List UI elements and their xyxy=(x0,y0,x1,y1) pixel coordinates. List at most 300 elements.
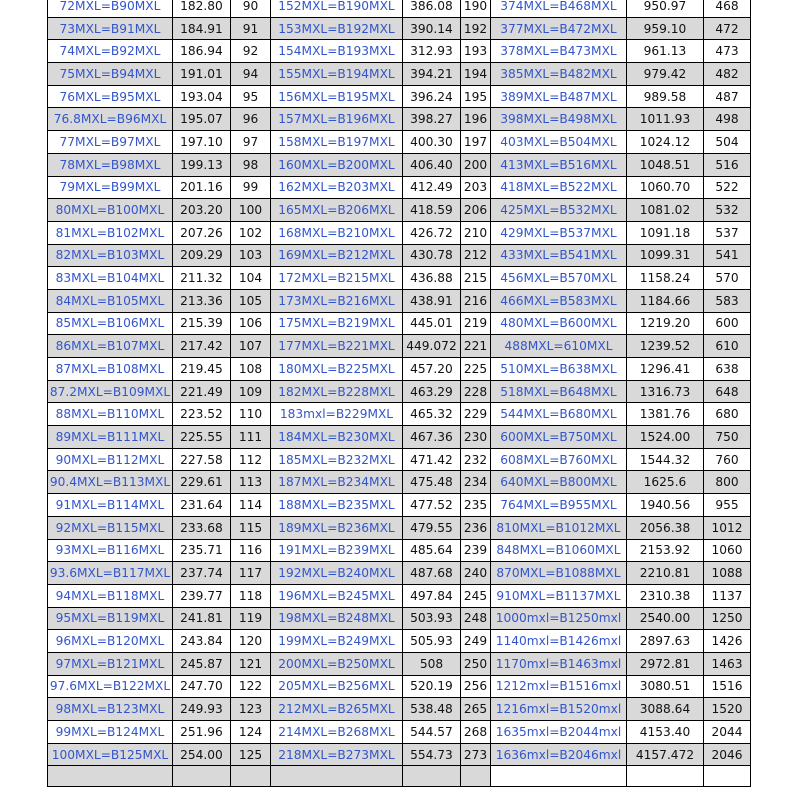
length-mm-cell: 2897.63 xyxy=(627,630,704,653)
length-mm-cell: 2153.92 xyxy=(627,539,704,562)
mxl-belt-code-link[interactable]: 155MXL=B194MXL xyxy=(271,63,403,86)
length-mm-cell: 186.94 xyxy=(173,40,231,63)
teeth-count-cell: 750 xyxy=(704,426,751,449)
teeth-count-cell: 1012 xyxy=(704,516,751,539)
teeth-count-cell: 215 xyxy=(461,267,491,290)
table-row xyxy=(48,675,751,698)
mxl-belt-code-link[interactable]: 870MXL=B1088MXL xyxy=(491,562,627,585)
teeth-count-cell: 108 xyxy=(231,358,271,381)
mxl-belt-code-link[interactable]: 76.8MXL=B96MXL xyxy=(48,108,173,131)
teeth-count-cell: 196 xyxy=(461,108,491,131)
length-mm-cell: 438.91 xyxy=(403,289,461,312)
length-mm-cell: 508 xyxy=(403,652,461,675)
empty-cell xyxy=(173,766,231,787)
mxl-belt-code-link[interactable]: 72MXL=B90MXL xyxy=(48,0,173,17)
teeth-count-cell: 239 xyxy=(461,539,491,562)
mxl-belt-code-link[interactable]: 90.4MXL=B113MXL xyxy=(48,471,173,494)
belt-size-table-wrapper xyxy=(47,0,751,787)
teeth-count-cell: 104 xyxy=(231,267,271,290)
empty-cell xyxy=(231,766,271,787)
length-mm-cell: 235.71 xyxy=(173,539,231,562)
mxl-belt-code-link[interactable]: 218MXL=B273MXL xyxy=(271,743,403,766)
table-row xyxy=(48,539,751,562)
teeth-count-cell: 229 xyxy=(461,403,491,426)
mxl-belt-code-link[interactable]: 97.6MXL=B122MXL xyxy=(48,675,173,698)
length-mm-cell: 2972.81 xyxy=(627,652,704,675)
mxl-belt-code-link[interactable]: 156MXL=B195MXL xyxy=(271,85,403,108)
teeth-count-cell: 638 xyxy=(704,358,751,381)
teeth-count-cell: 235 xyxy=(461,494,491,517)
empty-cell xyxy=(704,766,751,787)
teeth-count-cell: 2044 xyxy=(704,721,751,744)
mxl-belt-code-link[interactable]: 73MXL=B91MXL xyxy=(48,17,173,40)
mxl-belt-code-link[interactable]: 187MXL=B234MXL xyxy=(271,471,403,494)
length-mm-cell: 449.072 xyxy=(403,335,461,358)
length-mm-cell: 554.73 xyxy=(403,743,461,766)
length-mm-cell: 505.93 xyxy=(403,630,461,653)
table-row xyxy=(48,471,751,494)
length-mm-cell: 241.81 xyxy=(173,607,231,630)
length-mm-cell: 485.64 xyxy=(403,539,461,562)
table-row xyxy=(48,358,751,381)
mxl-belt-code-link[interactable]: 96MXL=B120MXL xyxy=(48,630,173,653)
length-mm-cell: 2210.81 xyxy=(627,562,704,585)
length-mm-cell: 197.10 xyxy=(173,131,231,154)
length-mm-cell: 1048.51 xyxy=(627,153,704,176)
length-mm-cell: 233.68 xyxy=(173,516,231,539)
teeth-count-cell: 216 xyxy=(461,289,491,312)
length-mm-cell: 227.58 xyxy=(173,448,231,471)
teeth-count-cell: 92 xyxy=(231,40,271,63)
length-mm-cell: 430.78 xyxy=(403,244,461,267)
length-mm-cell: 1099.31 xyxy=(627,244,704,267)
table-row xyxy=(48,448,751,471)
mxl-belt-code-link[interactable]: 180MXL=B225MXL xyxy=(271,358,403,381)
length-mm-cell: 1239.52 xyxy=(627,335,704,358)
mxl-belt-code-link[interactable]: 157MXL=B196MXL xyxy=(271,108,403,131)
mxl-belt-code-link[interactable]: 86MXL=B107MXL xyxy=(48,335,173,358)
mxl-belt-code-link[interactable]: 152MXL=B190MXL xyxy=(271,0,403,17)
teeth-count-cell: 103 xyxy=(231,244,271,267)
length-mm-cell: 184.91 xyxy=(173,17,231,40)
length-mm-cell: 2056.38 xyxy=(627,516,704,539)
teeth-count-cell: 95 xyxy=(231,85,271,108)
mxl-belt-code-link[interactable]: 1170mxl=B1463mxl xyxy=(491,652,627,675)
length-mm-cell: 225.55 xyxy=(173,426,231,449)
length-mm-cell: 182.80 xyxy=(173,0,231,17)
teeth-count-cell: 1463 xyxy=(704,652,751,675)
length-mm-cell: 418.59 xyxy=(403,199,461,222)
length-mm-cell: 2540.00 xyxy=(627,607,704,630)
mxl-belt-code-link[interactable]: 75MXL=B94MXL xyxy=(48,63,173,86)
length-mm-cell: 538.48 xyxy=(403,698,461,721)
mxl-belt-code-link[interactable]: 1212mxl=B1516mxl xyxy=(491,675,627,698)
teeth-count-cell: 1088 xyxy=(704,562,751,585)
mxl-belt-code-link[interactable]: 212MXL=B265MXL xyxy=(271,698,403,721)
table-row xyxy=(48,199,751,222)
mxl-belt-code-link[interactable]: 98MXL=B123MXL xyxy=(48,698,173,721)
mxl-belt-code-link[interactable]: 200MXL=B250MXL xyxy=(271,652,403,675)
table-row xyxy=(48,244,751,267)
length-mm-cell: 390.14 xyxy=(403,17,461,40)
table-row xyxy=(48,743,751,766)
mxl-belt-code-link[interactable]: 403MXL=B504MXL xyxy=(491,131,627,154)
length-mm-cell: 231.64 xyxy=(173,494,231,517)
mxl-belt-code-link[interactable]: 544MXL=B680MXL xyxy=(491,403,627,426)
mxl-belt-code-link[interactable]: 389MXL=B487MXL xyxy=(491,85,627,108)
belt-size-table-body xyxy=(48,0,751,787)
length-mm-cell: 1940.56 xyxy=(627,494,704,517)
length-mm-cell: 463.29 xyxy=(403,380,461,403)
teeth-count-cell: 504 xyxy=(704,131,751,154)
teeth-count-cell: 245 xyxy=(461,584,491,607)
length-mm-cell: 1381.76 xyxy=(627,403,704,426)
length-mm-cell: 229.61 xyxy=(173,471,231,494)
length-mm-cell: 4153.40 xyxy=(627,721,704,744)
length-mm-cell: 1024.12 xyxy=(627,131,704,154)
length-mm-cell: 1544.32 xyxy=(627,448,704,471)
mxl-belt-code-link[interactable]: 80MXL=B100MXL xyxy=(48,199,173,222)
mxl-belt-code-link[interactable]: 188MXL=B235MXL xyxy=(271,494,403,517)
teeth-count-cell: 119 xyxy=(231,607,271,630)
teeth-count-cell: 236 xyxy=(461,516,491,539)
teeth-count-cell: 106 xyxy=(231,312,271,335)
length-mm-cell: 191.01 xyxy=(173,63,231,86)
teeth-count-cell: 583 xyxy=(704,289,751,312)
length-mm-cell: 406.40 xyxy=(403,153,461,176)
table-row xyxy=(48,176,751,199)
teeth-count-cell: 610 xyxy=(704,335,751,358)
mxl-belt-code-link[interactable]: 466MXL=B583MXL xyxy=(491,289,627,312)
mxl-belt-code-link[interactable]: 95MXL=B119MXL xyxy=(48,607,173,630)
teeth-count-cell: 680 xyxy=(704,403,751,426)
mxl-belt-code-link[interactable]: 83MXL=B104MXL xyxy=(48,267,173,290)
mxl-belt-code-link[interactable]: 85MXL=B106MXL xyxy=(48,312,173,335)
teeth-count-cell: 109 xyxy=(231,380,271,403)
mxl-belt-code-link[interactable]: 205MXL=B256MXL xyxy=(271,675,403,698)
teeth-count-cell: 532 xyxy=(704,199,751,222)
mxl-belt-code-link[interactable]: 99MXL=B124MXL xyxy=(48,721,173,744)
length-mm-cell: 3088.64 xyxy=(627,698,704,721)
teeth-count-cell: 100 xyxy=(231,199,271,222)
mxl-belt-code-link[interactable]: 74MXL=B92MXL xyxy=(48,40,173,63)
mxl-belt-code-link[interactable]: 173MXL=B216MXL xyxy=(271,289,403,312)
mxl-belt-code-link[interactable]: 480MXL=B600MXL xyxy=(491,312,627,335)
length-mm-cell: 211.32 xyxy=(173,267,231,290)
teeth-count-cell: 94 xyxy=(231,63,271,86)
mxl-belt-code-link[interactable]: 168MXL=B210MXL xyxy=(271,221,403,244)
table-row xyxy=(48,312,751,335)
teeth-count-cell: 118 xyxy=(231,584,271,607)
length-mm-cell: 503.93 xyxy=(403,607,461,630)
mxl-belt-code-link[interactable]: 378MXL=B473MXL xyxy=(491,40,627,63)
teeth-count-cell: 537 xyxy=(704,221,751,244)
teeth-count-cell: 800 xyxy=(704,471,751,494)
teeth-count-cell: 541 xyxy=(704,244,751,267)
length-mm-cell: 237.74 xyxy=(173,562,231,585)
table-row xyxy=(48,403,751,426)
length-mm-cell: 243.84 xyxy=(173,630,231,653)
length-mm-cell: 465.32 xyxy=(403,403,461,426)
mxl-belt-code-link[interactable]: 1140mxl=B1426mxl xyxy=(491,630,627,653)
mxl-belt-code-link[interactable]: 94MXL=B118MXL xyxy=(48,584,173,607)
mxl-belt-code-link[interactable]: 199MXL=B249MXL xyxy=(271,630,403,653)
empty-cell xyxy=(271,766,403,787)
mxl-belt-code-link[interactable]: 81MXL=B102MXL xyxy=(48,221,173,244)
mxl-belt-code-link[interactable]: 76MXL=B95MXL xyxy=(48,85,173,108)
length-mm-cell: 1184.66 xyxy=(627,289,704,312)
empty-cell xyxy=(627,766,704,787)
mxl-belt-code-link[interactable]: 488MXL=610MXL xyxy=(491,335,627,358)
mxl-belt-code-link[interactable]: 518MXL=B648MXL xyxy=(491,380,627,403)
mxl-belt-code-link[interactable]: 429MXL=B537MXL xyxy=(491,221,627,244)
teeth-count-cell: 195 xyxy=(461,85,491,108)
mxl-belt-code-link[interactable]: 848MXL=B1060MXL xyxy=(491,539,627,562)
table-row xyxy=(48,153,751,176)
teeth-count-cell: 221 xyxy=(461,335,491,358)
mxl-belt-code-link[interactable]: 374MXL=B468MXL xyxy=(491,0,627,17)
mxl-belt-code-link[interactable]: 810MXL=B1012MXL xyxy=(491,516,627,539)
table-row xyxy=(48,698,751,721)
mxl-belt-code-link[interactable]: 189MXL=B236MXL xyxy=(271,516,403,539)
length-mm-cell: 1625.6 xyxy=(627,471,704,494)
mxl-belt-code-link[interactable]: 1635mxl=B2044mxl xyxy=(491,721,627,744)
teeth-count-cell: 760 xyxy=(704,448,751,471)
mxl-belt-code-link[interactable]: 154MXL=B193MXL xyxy=(271,40,403,63)
length-mm-cell: 245.87 xyxy=(173,652,231,675)
mxl-belt-code-link[interactable]: 510MXL=B638MXL xyxy=(491,358,627,381)
mxl-belt-code-link[interactable]: 600MXL=B750MXL xyxy=(491,426,627,449)
table-row xyxy=(48,721,751,744)
mxl-belt-code-link[interactable]: 183mxl=B229MXL xyxy=(271,403,403,426)
teeth-count-cell: 192 xyxy=(461,17,491,40)
teeth-count-cell: 1516 xyxy=(704,675,751,698)
mxl-belt-code-link[interactable]: 418MXL=B522MXL xyxy=(491,176,627,199)
table-row xyxy=(48,562,751,585)
mxl-belt-code-link[interactable]: 87.2MXL=B109MXL xyxy=(48,380,173,403)
table-row xyxy=(48,380,751,403)
teeth-count-cell: 107 xyxy=(231,335,271,358)
teeth-count-cell: 250 xyxy=(461,652,491,675)
length-mm-cell: 1524.00 xyxy=(627,426,704,449)
length-mm-cell: 487.68 xyxy=(403,562,461,585)
length-mm-cell: 223.52 xyxy=(173,403,231,426)
teeth-count-cell: 212 xyxy=(461,244,491,267)
teeth-count-cell: 1426 xyxy=(704,630,751,653)
teeth-count-cell: 122 xyxy=(231,675,271,698)
mxl-belt-code-link[interactable]: 425MXL=B532MXL xyxy=(491,199,627,222)
length-mm-cell: 979.42 xyxy=(627,63,704,86)
length-mm-cell: 1158.24 xyxy=(627,267,704,290)
mxl-belt-code-link[interactable]: 100MXL=B125MXL xyxy=(48,743,173,766)
teeth-count-cell: 206 xyxy=(461,199,491,222)
length-mm-cell: 1219.20 xyxy=(627,312,704,335)
mxl-belt-code-link[interactable]: 165MXL=B206MXL xyxy=(271,199,403,222)
length-mm-cell: 247.70 xyxy=(173,675,231,698)
length-mm-cell: 398.27 xyxy=(403,108,461,131)
teeth-count-cell: 115 xyxy=(231,516,271,539)
teeth-count-cell: 955 xyxy=(704,494,751,517)
teeth-count-cell: 113 xyxy=(231,471,271,494)
teeth-count-cell: 190 xyxy=(461,0,491,17)
mxl-belt-code-link[interactable]: 162MXL=B203MXL xyxy=(271,176,403,199)
teeth-count-cell: 473 xyxy=(704,40,751,63)
table-row xyxy=(48,221,751,244)
table-row xyxy=(48,516,751,539)
table-row xyxy=(48,652,751,675)
length-mm-cell: 457.20 xyxy=(403,358,461,381)
table-row xyxy=(48,40,751,63)
teeth-count-cell: 90 xyxy=(231,0,271,17)
teeth-count-cell: 121 xyxy=(231,652,271,675)
mxl-belt-code-link[interactable]: 456MXL=B570MXL xyxy=(491,267,627,290)
mxl-belt-code-link[interactable]: 398MXL=B498MXL xyxy=(491,108,627,131)
mxl-belt-code-link[interactable]: 91MXL=B114MXL xyxy=(48,494,173,517)
mxl-belt-code-link[interactable]: 89MXL=B111MXL xyxy=(48,426,173,449)
mxl-belt-code-link[interactable]: 385MXL=B482MXL xyxy=(491,63,627,86)
mxl-belt-code-link[interactable]: 214MXL=B268MXL xyxy=(271,721,403,744)
mxl-belt-code-link[interactable]: 910MXL=B1137MXL xyxy=(491,584,627,607)
mxl-belt-code-link[interactable]: 640MXL=B800MXL xyxy=(491,471,627,494)
teeth-count-cell: 2046 xyxy=(704,743,751,766)
teeth-count-cell: 114 xyxy=(231,494,271,517)
mxl-belt-code-link[interactable]: 377MXL=B472MXL xyxy=(491,17,627,40)
mxl-belt-code-link[interactable]: 192MXL=B240MXL xyxy=(271,562,403,585)
mxl-belt-code-link[interactable]: 93MXL=B116MXL xyxy=(48,539,173,562)
length-mm-cell: 520.19 xyxy=(403,675,461,698)
empty-cell xyxy=(48,766,173,787)
length-mm-cell: 479.55 xyxy=(403,516,461,539)
teeth-count-cell: 110 xyxy=(231,403,271,426)
length-mm-cell: 2310.38 xyxy=(627,584,704,607)
mxl-belt-code-link[interactable]: 764MXL=B955MXL xyxy=(491,494,627,517)
length-mm-cell: 426.72 xyxy=(403,221,461,244)
mxl-belt-code-link[interactable]: 191MXL=B239MXL xyxy=(271,539,403,562)
belt-size-table xyxy=(47,0,751,787)
mxl-belt-code-link[interactable]: 153MXL=B192MXL xyxy=(271,17,403,40)
mxl-belt-code-link[interactable]: 88MXL=B110MXL xyxy=(48,403,173,426)
mxl-belt-code-link[interactable]: 78MXL=B98MXL xyxy=(48,153,173,176)
mxl-belt-code-link[interactable]: 177MXL=B221MXL xyxy=(271,335,403,358)
length-mm-cell: 207.26 xyxy=(173,221,231,244)
mxl-belt-code-link[interactable]: 79MXL=B99MXL xyxy=(48,176,173,199)
length-mm-cell: 251.96 xyxy=(173,721,231,744)
table-row xyxy=(48,630,751,653)
teeth-count-cell: 1520 xyxy=(704,698,751,721)
length-mm-cell: 199.13 xyxy=(173,153,231,176)
length-mm-cell: 249.93 xyxy=(173,698,231,721)
mxl-belt-code-link[interactable]: 160MXL=B200MXL xyxy=(271,153,403,176)
length-mm-cell: 213.36 xyxy=(173,289,231,312)
length-mm-cell: 961.13 xyxy=(627,40,704,63)
length-mm-cell: 1316.73 xyxy=(627,380,704,403)
teeth-count-cell: 516 xyxy=(704,153,751,176)
teeth-count-cell: 200 xyxy=(461,153,491,176)
table-row xyxy=(48,607,751,630)
teeth-count-cell: 123 xyxy=(231,698,271,721)
length-mm-cell: 412.49 xyxy=(403,176,461,199)
mxl-belt-code-link[interactable]: 97MXL=B121MXL xyxy=(48,652,173,675)
teeth-count-cell: 468 xyxy=(704,0,751,17)
teeth-count-cell: 249 xyxy=(461,630,491,653)
length-mm-cell: 475.48 xyxy=(403,471,461,494)
length-mm-cell: 950.97 xyxy=(627,0,704,17)
mxl-belt-code-link[interactable]: 1636mxl=B2046mxl xyxy=(491,743,627,766)
mxl-belt-code-link[interactable]: 77MXL=B97MXL xyxy=(48,131,173,154)
table-row xyxy=(48,0,751,17)
table-row xyxy=(48,494,751,517)
teeth-count-cell: 1250 xyxy=(704,607,751,630)
mxl-belt-code-link[interactable]: 1216mxl=B1520mxl xyxy=(491,698,627,721)
mxl-belt-code-link[interactable]: 1000mxl=B1250mxl xyxy=(491,607,627,630)
mxl-belt-code-link[interactable]: 93.6MXL=B117MXL xyxy=(48,562,173,585)
teeth-count-cell: 120 xyxy=(231,630,271,653)
mxl-belt-code-link[interactable]: 198MXL=B248MXL xyxy=(271,607,403,630)
teeth-count-cell: 111 xyxy=(231,426,271,449)
length-mm-cell: 203.20 xyxy=(173,199,231,222)
teeth-count-cell: 248 xyxy=(461,607,491,630)
mxl-belt-code-link[interactable]: 182MXL=B228MXL xyxy=(271,380,403,403)
teeth-count-cell: 256 xyxy=(461,675,491,698)
table-row xyxy=(48,17,751,40)
length-mm-cell: 195.07 xyxy=(173,108,231,131)
teeth-count-cell: 570 xyxy=(704,267,751,290)
table-row xyxy=(48,85,751,108)
mxl-belt-code-link[interactable]: 84MXL=B105MXL xyxy=(48,289,173,312)
mxl-belt-code-link[interactable]: 196MXL=B245MXL xyxy=(271,584,403,607)
length-mm-cell: 312.93 xyxy=(403,40,461,63)
length-mm-cell: 959.10 xyxy=(627,17,704,40)
table-row xyxy=(48,335,751,358)
length-mm-cell: 201.16 xyxy=(173,176,231,199)
teeth-count-cell: 648 xyxy=(704,380,751,403)
mxl-belt-code-link[interactable]: 172MXL=B215MXL xyxy=(271,267,403,290)
teeth-count-cell: 234 xyxy=(461,471,491,494)
table-row xyxy=(48,108,751,131)
length-mm-cell: 1296.41 xyxy=(627,358,704,381)
teeth-count-cell: 1060 xyxy=(704,539,751,562)
mxl-belt-code-link[interactable]: 92MXL=B115MXL xyxy=(48,516,173,539)
mxl-belt-code-link[interactable]: 87MXL=B108MXL xyxy=(48,358,173,381)
teeth-count-cell: 600 xyxy=(704,312,751,335)
teeth-count-cell: 193 xyxy=(461,40,491,63)
mxl-belt-code-link[interactable]: 90MXL=B112MXL xyxy=(48,448,173,471)
mxl-belt-code-link[interactable]: 185MXL=B232MXL xyxy=(271,448,403,471)
mxl-belt-code-link[interactable]: 175MXL=B219MXL xyxy=(271,312,403,335)
teeth-count-cell: 210 xyxy=(461,221,491,244)
length-mm-cell: 396.24 xyxy=(403,85,461,108)
mxl-belt-code-link[interactable]: 608MXL=B760MXL xyxy=(491,448,627,471)
teeth-count-cell: 91 xyxy=(231,17,271,40)
length-mm-cell: 219.45 xyxy=(173,358,231,381)
table-row xyxy=(48,63,751,86)
mxl-belt-code-link[interactable]: 184MXL=B230MXL xyxy=(271,426,403,449)
length-mm-cell: 1091.18 xyxy=(627,221,704,244)
mxl-belt-code-link[interactable]: 158MXL=B197MXL xyxy=(271,131,403,154)
mxl-belt-code-link[interactable]: 433MXL=B541MXL xyxy=(491,244,627,267)
length-mm-cell: 254.00 xyxy=(173,743,231,766)
teeth-count-cell: 219 xyxy=(461,312,491,335)
mxl-belt-code-link[interactable]: 413MXL=B516MXL xyxy=(491,153,627,176)
teeth-count-cell: 105 xyxy=(231,289,271,312)
length-mm-cell: 193.04 xyxy=(173,85,231,108)
table-row xyxy=(48,426,751,449)
length-mm-cell: 436.88 xyxy=(403,267,461,290)
length-mm-cell: 400.30 xyxy=(403,131,461,154)
mxl-belt-code-link[interactable]: 169MXL=B212MXL xyxy=(271,244,403,267)
mxl-belt-code-link[interactable]: 82MXL=B103MXL xyxy=(48,244,173,267)
table-row-empty xyxy=(48,766,751,787)
